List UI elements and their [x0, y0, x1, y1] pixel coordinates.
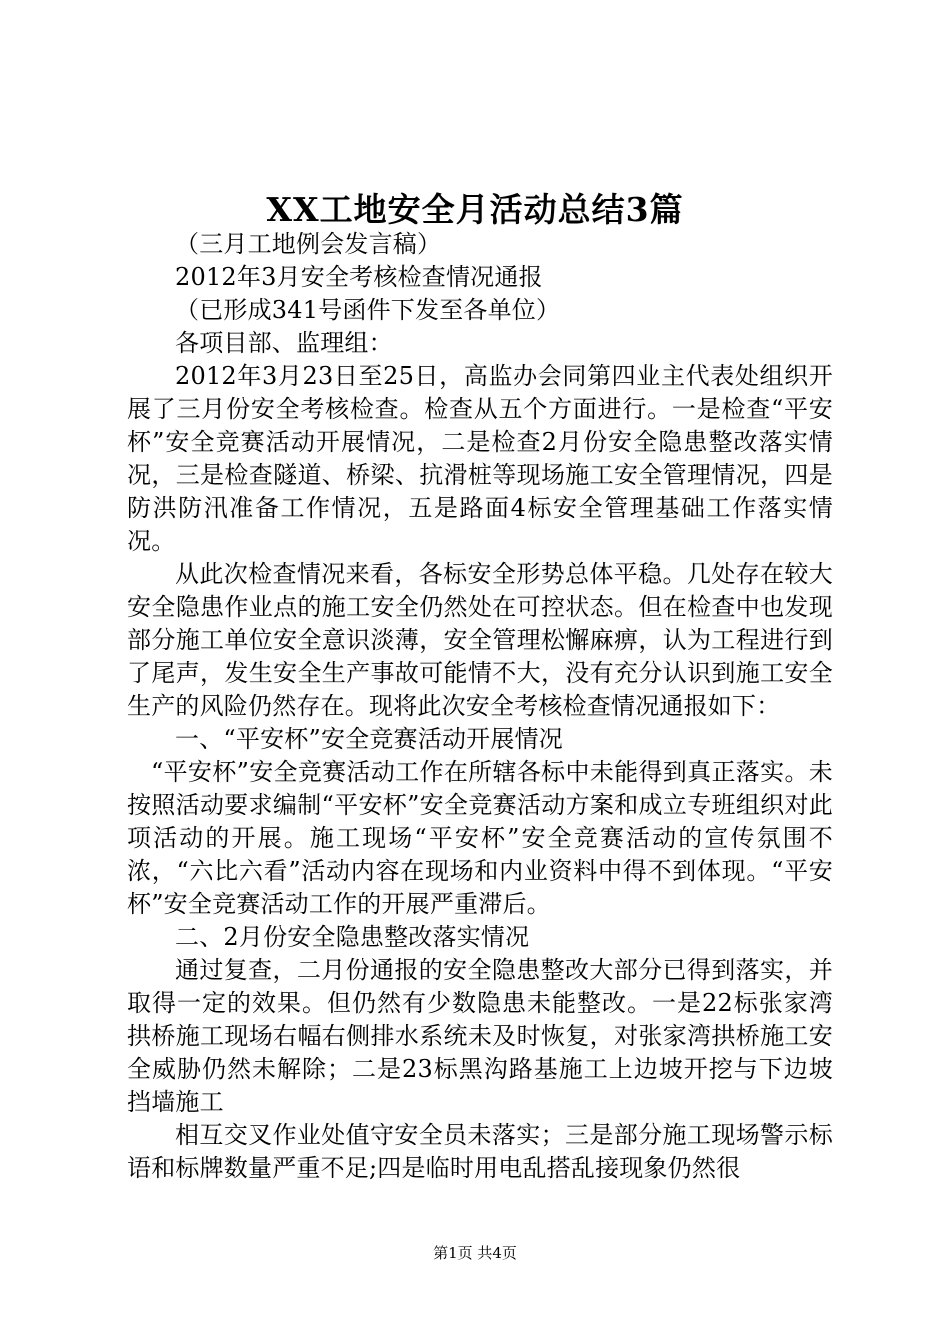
paragraph-meeting-note: （三月工地例会发言稿）	[175, 230, 442, 258]
paragraph-salutation: 各项目部、监理组：	[175, 329, 393, 357]
page-footer: 第1页 共4页	[433, 1244, 517, 1262]
section-heading-2: 二、2月份安全隐患整改落实情况	[175, 923, 530, 951]
paragraph-inspection-overview: 2012年3月23日至25日，高监办会同第四业主代表处组织开展了三月份安全考核检查。检查从五个方面进行。一是检查“平安杯”安全竞赛活动开展情况，二是检查2月份安全隐患整改落实情况，三是检查隧道、桥梁、抗滑桩等现场施工安全管理情况，四是防洪防汛准备工作情况，五是路面4标安全管理基础工作落实情况。	[127, 362, 833, 555]
paragraph-section-2-cont: 相互交叉作业处值守安全员未落实；三是部分施工现场警示标语和标牌数量严重不足;四是临时用电乱搭乱接现象仍然很	[127, 1121, 833, 1182]
paragraph-inspection-findings: 从此次检查情况来看，各标安全形势总体平稳。几处存在较大安全隐患作业点的施工安全仍然处在可控状态。但在检查中也发现部分施工单位安全意识淡薄，安全管理松懈麻痹，认为工程进行到了尾声，发生安全生产事故可能情不大，没有充分认识到施工安全生产的风险仍然存在。现将此次安全考核检查情况通报如下：	[127, 560, 833, 720]
paragraph-section-2: 通过复查，二月份通报的安全隐患整改大部分已得到落实，并取得一定的效果。但仍然有少数隐患未能整改。一是22标张家湾拱桥施工现场右幅右侧排水系统未及时恢复，对张家湾拱桥施工安全威胁仍然未解除；二是23标黑沟路基施工上边坡开挖与下边坡挡墙施工	[127, 956, 833, 1116]
paragraph-letter-note: （已形成341号函件下发至各单位）	[175, 296, 561, 324]
paragraph-section-1: “平安杯”安全竞赛活动工作在所辖各标中未能得到真正落实。未按照活动要求编制“平安杯”安全竞赛活动方案和成立专班组织对此项活动的开展。施工现场“平安杯”安全竞赛活动的宣传氛围不浓，“六比六看”活动内容在现场和内业资料中得不到体现。“平安杯”安全竞赛活动工作的开展严重滞后。	[127, 758, 833, 918]
document-body	[127, 228, 833, 1185]
section-heading-1: 一、“平安杯”安全竞赛活动开展情况	[175, 725, 563, 753]
document-title: XX工地安全月活动总结3篇	[266, 190, 684, 229]
paragraph-report-title: 2012年3月安全考核检查情况通报	[175, 263, 543, 291]
